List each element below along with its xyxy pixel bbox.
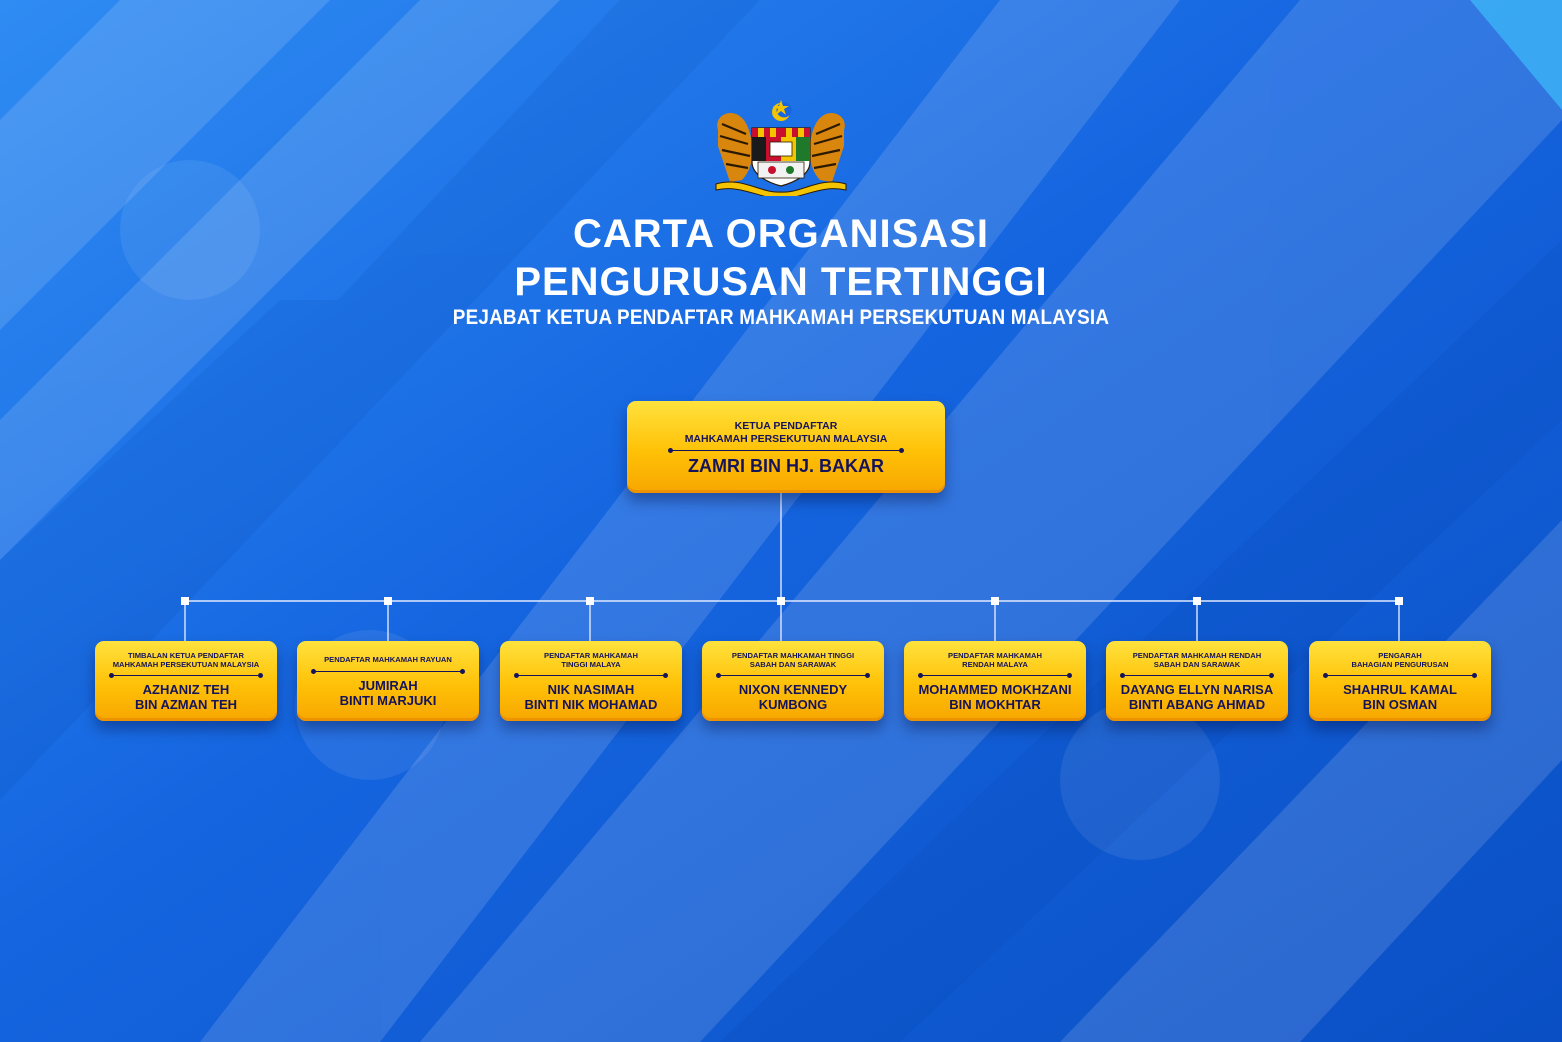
role-title: PENDAFTAR MAHKAMAH RENDAH MALAYA [948, 651, 1042, 669]
divider-line [670, 450, 902, 451]
role-title: PENDAFTAR MAHKAMAH RAYUAN [324, 655, 452, 664]
person-name: JUMIRAH BINTI MARJUKI [339, 677, 437, 708]
page-subtitle: PEJABAT KETUA PENDAFTAR MAHKAMAH PERSEKUTUAN MALAYSIA [452, 306, 1110, 329]
page-title-line-1: CARTA ORGANISASI [573, 212, 989, 256]
person-name: ZAMRI BIN HJ. BAKAR [688, 456, 884, 476]
person-name: SHAHRUL KAMAL BIN OSMAN [1343, 682, 1457, 712]
role-title: PENGARAH BAHAGIAN PENGURUSAN [1351, 651, 1449, 669]
role-title: PENDAFTAR MAHKAMAH RENDAH SABAH DAN SARAWAK [1132, 651, 1262, 669]
divider-line [1325, 675, 1475, 676]
role-title: KETUA PENDAFTAR MAHKAMAH PERSEKUTUAN MALAYSIA [684, 420, 888, 445]
role-title: PENDAFTAR MAHKAMAH TINGGI SABAH DAN SARAWAK [731, 651, 855, 669]
org-box-pendaftar-rendah-sabah-sarawak [1106, 641, 1288, 721]
person-name: DAYANG ELLYN NARISA BINTI ABANG AHMAD [1120, 682, 1274, 712]
divider-line [313, 671, 463, 672]
page-title-line-2: PENGURUSAN TERTINGGI [514, 260, 1048, 304]
org-box-pengarah-bahagian-pengurusan [1309, 641, 1491, 721]
divider-line [111, 675, 261, 676]
coat-of-arms-emblem [712, 100, 850, 196]
org-box-pendaftar-rendah-malaya [904, 641, 1086, 721]
role-title: PENDAFTAR MAHKAMAH TINGGI MALAYA [544, 651, 638, 669]
divider-line [920, 675, 1070, 676]
org-box-pendaftar-tinggi-sabah-sarawak [702, 641, 884, 721]
divider-line [718, 675, 868, 676]
person-name: NIK NASIMAH BINTI NIK MOHAMAD [524, 682, 658, 712]
org-box-ketua-pendaftar [627, 401, 945, 493]
org-box-timbalan-ketua-pendaftar [95, 641, 277, 721]
divider-line [1122, 675, 1272, 676]
person-name: NIXON KENNEDY KUMBONG [738, 682, 848, 712]
divider-line [516, 675, 666, 676]
org-box-pendaftar-tinggi-malaya [500, 641, 682, 721]
person-name: MOHAMMED MOKHZANI BIN MOKHTAR [918, 682, 1072, 712]
role-title: TIMBALAN KETUA PENDAFTAR MAHKAMAH PERSEKUTUAN MALAYSIA [112, 651, 260, 669]
person-name: AZHANIZ TEH BIN AZMAN TEH [134, 682, 238, 712]
org-box-pendaftar-mahkamah-rayuan [297, 641, 479, 721]
